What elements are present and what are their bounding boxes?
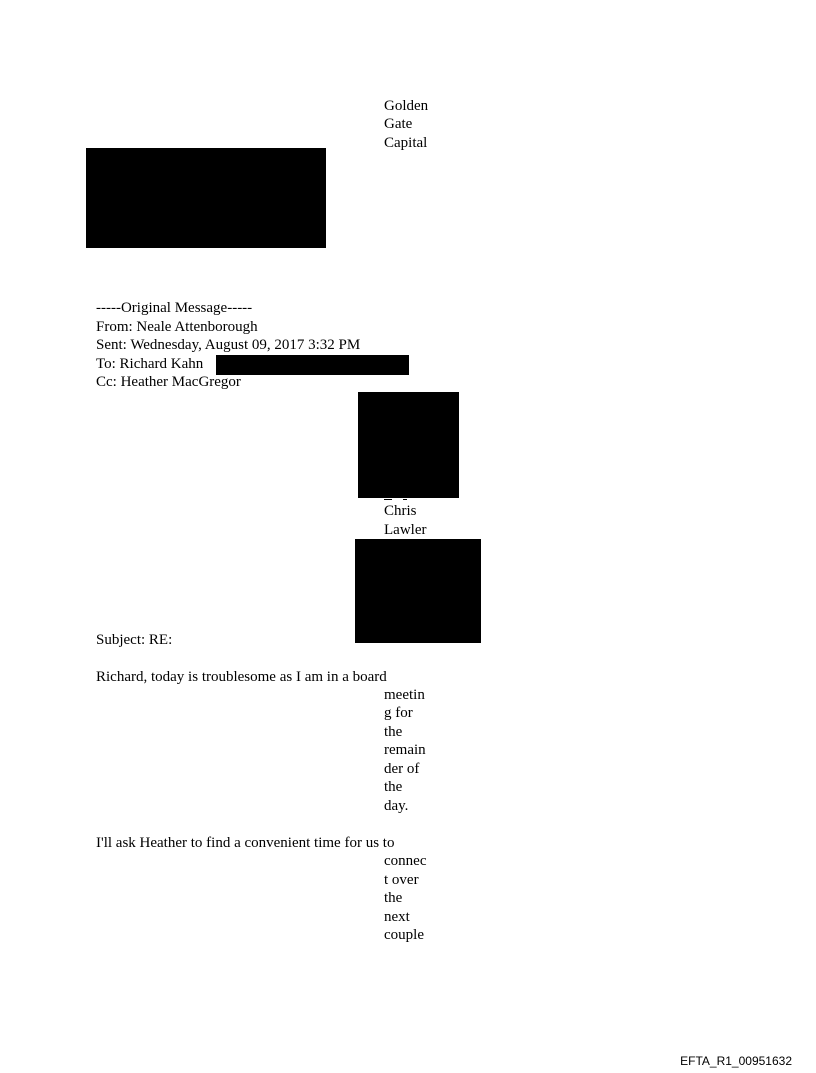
- body-paragraph-2: I'll ask Heather to find a convenient time for us to: [96, 835, 395, 851]
- cc-line: Cc: Heather MacGregor: [96, 374, 241, 390]
- body-paragraph-1: Richard, today is troublesome as I am in a board: [96, 669, 387, 685]
- redaction-box-to-address: [216, 355, 409, 375]
- body-paragraph-2-wrap: the: [384, 890, 403, 906]
- body-paragraph-1-wrap: the: [384, 779, 403, 795]
- body-paragraph-1-wrap: remain: [384, 742, 426, 758]
- body-paragraph-2-wrap: connec: [384, 853, 427, 869]
- redaction-stub-2: [403, 499, 407, 500]
- redaction-box-cc-1: [358, 392, 459, 498]
- body-paragraph-1-wrap: der of: [384, 761, 420, 777]
- subject-line: Subject: RE:: [96, 632, 173, 648]
- body-paragraph-1-wrap: meetin: [384, 687, 425, 703]
- body-paragraph-2-wrap: t over: [384, 872, 419, 888]
- body-paragraph-1-wrap: the: [384, 724, 403, 740]
- from-line: From: Neale Attenborough: [96, 319, 258, 335]
- redaction-box-signature: [86, 148, 326, 248]
- original-message-divider: -----Original Message-----: [96, 300, 253, 316]
- body-paragraph-2-wrap: next: [384, 909, 410, 925]
- to-line: To: Richard Kahn: [96, 356, 204, 372]
- company-name-line-2: Gate: [384, 116, 413, 132]
- cc-extra-line-2: Lawler: [384, 522, 427, 538]
- body-paragraph-1-wrap: day.: [384, 798, 409, 814]
- redaction-box-cc-2: [355, 539, 481, 643]
- body-paragraph-1-wrap: g for: [384, 705, 413, 721]
- body-paragraph-2-wrap: couple: [384, 927, 424, 943]
- sent-line: Sent: Wednesday, August 09, 2017 3:32 PM: [96, 337, 361, 353]
- document-id: EFTA_R1_00951632: [680, 1054, 792, 1068]
- cc-extra-line-1: Chris: [384, 503, 417, 519]
- company-name-line-1: Golden: [384, 98, 429, 114]
- company-name-line-3: Capital: [384, 135, 428, 151]
- redaction-stub: [384, 499, 392, 500]
